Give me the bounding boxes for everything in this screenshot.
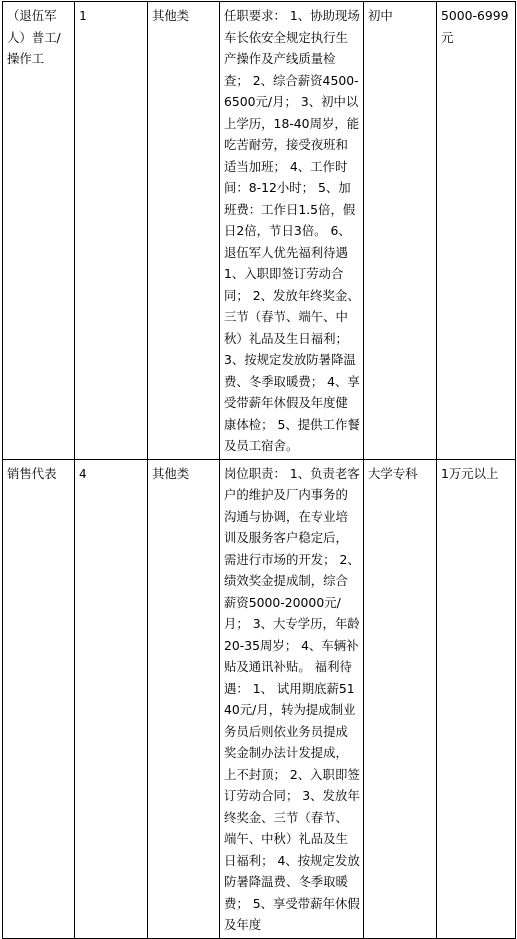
headcount-cell: 4 <box>75 459 148 938</box>
salary-cell: 1万元以上 <box>437 459 516 938</box>
job-title-cell: 销售代表 <box>3 459 75 938</box>
category-cell: 其他类 <box>148 459 220 938</box>
job-listing-table <box>2 1 516 939</box>
description-cell: 任职要求： 1、协助现场车长依安全规定执行生产操作及产线质量检查； 2、综合薪资4500-6500元/月； 3、初中以上学历，18-40周岁，能吃苦耐劳，接受夜班和适当加班； 4、工作时间：8-12小时； 5、加班费：工作日1.5倍，假日2倍，节日3倍。 6、退伍军人优先福利待遇 1、入职即签订劳动合同； 2、发放年终奖金、三节（春节、端午、中秋）礼品及生日福利； 3、按规定发放防暑降温费、冬季取暖费； 4、享受带薪年休假及年度健康体检； 5、提供工作餐及员工宿舍。 <box>220 2 364 460</box>
table-row <box>3 459 516 938</box>
job-title-cell: （退伍军人）普工/操作工 <box>3 2 75 460</box>
description-cell: 岗位职责： 1、负责老客户的维护及厂内事务的沟通与协调，在专业培训及服务客户稳定后，需进行市场的开发； 2、绩效奖金提成制，综合薪资5000-20000元/月； 3、大专学历，年龄20-35周岁； 4、车辆补贴及通讯补贴。 福利待遇： 1、 试用期底薪5140元/月，转为提成制业务员后则依业务员提成奖金制办法计发提成，上不封顶； 2、入职即签订劳动合同； 3、发放年终奖金、三节（春节、端午、中秋）礼品及生日福利； 4、按规定发放防暑降温费、冬季取暖费； 5、享受带薪年休假及年度 <box>220 459 364 938</box>
category-cell: 其他类 <box>148 2 220 460</box>
education-cell: 大学专科 <box>364 459 437 938</box>
headcount-cell: 1 <box>75 2 148 460</box>
table-row <box>3 2 516 460</box>
education-cell: 初中 <box>364 2 437 460</box>
salary-cell: 5000-6999元 <box>437 2 516 460</box>
